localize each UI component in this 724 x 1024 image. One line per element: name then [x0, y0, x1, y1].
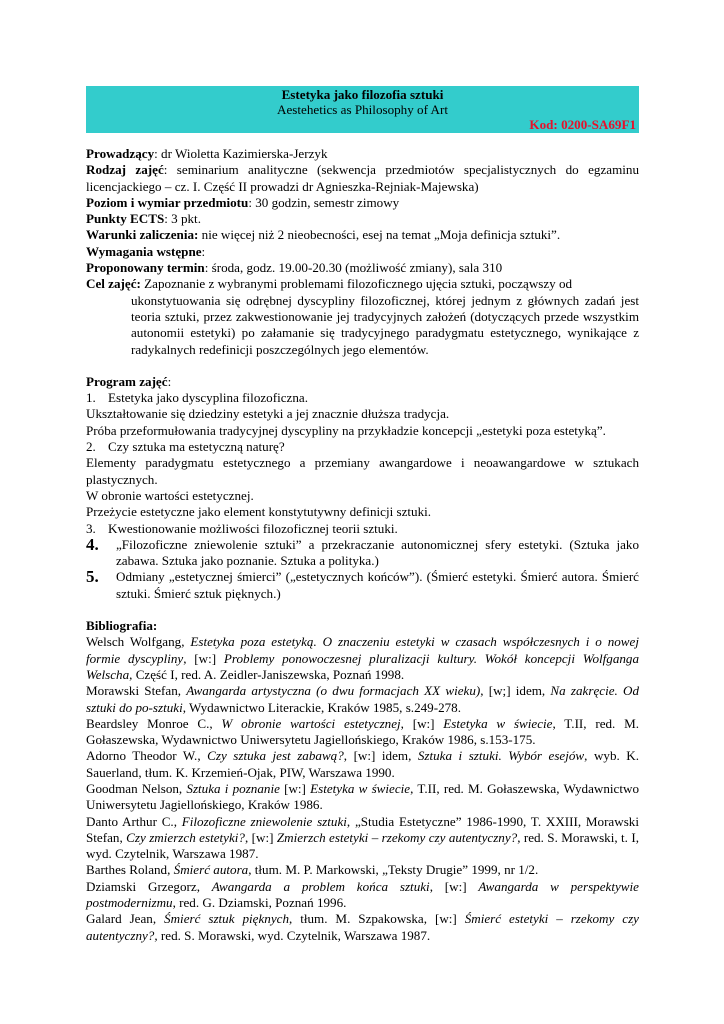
program-item-3 [86, 521, 639, 537]
program-item-5-number: 5. [86, 567, 99, 587]
bib-7-author: Barthes Roland, [86, 862, 174, 878]
goal-first-line [86, 276, 639, 292]
bib-6-title3: Zmierzch estetyki – rzekomy czy autentyczny? [276, 829, 518, 845]
program-item-5 [86, 569, 639, 602]
program-item-2-number: 2. [86, 439, 96, 455]
bib-3-mid: , [w:] [400, 715, 444, 731]
requirements-value: nie więcej niż 2 nieobecności, esej na temat „Moja definicja sztuki”. [198, 227, 561, 243]
bib-5-rest: , T.II, red. M. Gołaszewska, Wydawnictwo Uniwersytetu Jagiellońskiego, Kraków 1986. [86, 780, 640, 813]
program-item-1-number: 1. [86, 390, 96, 406]
prerequisites-label: Wymagania wstępne [86, 243, 202, 259]
bib-8-title2: Awangarda w perspektywie postmodernizmu [86, 878, 639, 911]
bib-4-mid: , [w:] idem, [343, 748, 418, 764]
bib-entry-6 [86, 814, 639, 863]
bib-6-author: Danto Arthur C., [86, 813, 182, 829]
bib-entry-4 [86, 748, 639, 781]
program-line-a: Ukształtowanie się dziedziny estetyki a jej znacznie dłuższa tradycja. [86, 406, 450, 422]
bib-6-title: Filozoficzne zniewolenie sztuki [181, 813, 347, 829]
program-item-4-text: „Filozoficzne zniewolenie sztuki” a przekraczanie autonomicznej sfery estetyki. (Sztuka jako zabawa. Sztuka jako poznanie. Sztuka a polityka.) [116, 536, 639, 569]
bib-5-title: Sztuka i poznanie [186, 780, 280, 796]
program-item-5-text: Odmiany „estetycznej śmierci” („estetycznych końców”). (Śmierć estetyki. Śmierć autora. Śmierć sztuki. Śmierć sztuk pięknych.) [116, 569, 639, 601]
bib-8-mid: , [w:] [429, 878, 479, 894]
class-type-line [86, 162, 639, 195]
goal-label: Cel zajęć: [86, 276, 141, 292]
bib-9-mid: , tłum. M. Szpakowska, [w:] [289, 911, 465, 927]
bib-9-author: Galard Jean, [86, 911, 165, 927]
bib-6-mid2: , [w:] [244, 829, 277, 845]
bib-entry-8 [86, 879, 639, 912]
bib-4-title2: Sztuka i sztuki. Wybór esejów [417, 748, 585, 764]
ects-label: Punkty ECTS [86, 211, 165, 227]
bib-4-title: Czy sztuka jest zabawą? [207, 748, 344, 764]
bib-7-rest: , tłum. M. P. Markowski, „Teksty Drugie” 1999, nr 1/2. [248, 862, 539, 878]
requirements-label: Warunki zaliczenia: [86, 227, 199, 243]
goal-first-text: Zapoznanie z wybranymi problemami filozoficznego ujęcia sztuki, począwszy od [140, 276, 573, 292]
bib-3-rest: , T.II, red. M. Gołaszewska, Wydawnictwo Uniwersytetu Jagiellońskiego, Kraków 1986, s.153-175. [86, 715, 640, 748]
program-item-3-number: 3. [86, 520, 96, 536]
bibliography-label: Bibliografia: [86, 618, 158, 634]
level-value: : 30 godzin, semestr zimowy [248, 194, 400, 210]
bib-5-title2: Estetyka w świecie [310, 780, 411, 796]
program-label: Program zajęć [86, 373, 168, 389]
bib-1-author: Welsch Wolfgang, [86, 634, 191, 650]
goal-rest-text: ukonstytuowania się odrębnej dyscypliny filozoficznej, której jednym z głównych zadań jest teoria sztuki, przez zakwestionowanie jej tradycyjnych założeń (dotyczących przede wszystkim autonomii estetyki) po załamanie się tradycyjnego paradygmatu estetycznego, wynikające z radykalnych redefinicji poszczególnych jego elementów. [131, 292, 639, 357]
bib-entry-1 [86, 634, 639, 683]
requirements-line [86, 227, 639, 243]
bib-6-mid: , „Studia Estetyczne” 1986-1990, T. XXIII, Morawski Stefan, [86, 813, 639, 845]
bib-entry-3 [86, 716, 639, 749]
course-title: Estetyka jako filozofia sztuki [281, 87, 444, 102]
program-heading [86, 374, 639, 390]
bib-1-title2: Problemy ponowoczesnej pluralizacji kultury. Wokół koncepcji Wolfganga Welscha [86, 650, 640, 682]
instructor-label: Prowadzący [86, 146, 155, 161]
program-item-3-text: Kwestionowanie możliwości filozoficznej teorii sztuki. [108, 520, 398, 536]
ects-line [86, 211, 639, 227]
bib-7-title: Śmierć autora [173, 862, 249, 878]
level-line [86, 195, 639, 211]
program-line-c: Elementy paradygmatu estetycznego a przemiany awangardowe i neoawangardowe w sztukach plastycznych. [86, 455, 639, 487]
ects-value: : 3 pkt. [164, 211, 201, 227]
program-item-4 [86, 534, 639, 570]
bib-2-rest: , Wydawnictwo Literackie, Kraków 1985, s.249-278. [182, 699, 461, 715]
program-line-b: Próba przeformułowania tradycyjnej dyscypliny na przykładzie koncepcji „estetyki poza estetyką”. [86, 422, 606, 438]
class-type-value: : seminarium analityczne (sekwencja przedmiotów specjalistycznych do egzaminu licencjackiego – cz. I. Część II prowadzi dr Agnieszka-Rejniak-Majewska) [86, 162, 639, 194]
program-line-e: Przeżycie estetyczne jako element konstytutywny definicji sztuki. [86, 504, 432, 520]
syllabus-content [86, 146, 639, 944]
bib-5-author: Goodman Nelson, [86, 780, 187, 796]
bib-2-author: Morawski Stefan, [86, 683, 187, 699]
program-label-suffix: : [167, 373, 172, 389]
bib-1-rest: , Część I, red. A. Zeidler-Janiszewska, Poznań 1998. [129, 666, 405, 682]
bib-3-title: W obronie wartości estetycznej [221, 715, 401, 731]
program-line-d: W obronie wartości estetycznej. [86, 487, 254, 503]
schedule-line [86, 260, 639, 276]
bib-entry-9 [86, 911, 639, 944]
bib-1-title: Estetyka poza estetyką. O znaczeniu estetyki w czasach współczesnych i o nowej formie dyscypliny [86, 634, 639, 666]
goal-block [86, 276, 639, 357]
bib-4-rest: , wyb. K. Sauerland, tłum. K. Krzemień-Ojak, PIW, Warszawa 1990. [86, 748, 639, 780]
bib-6-rest: , red. S. Morawski, t. I, wyd. Czytelnik, Warszawa 1987. [86, 829, 640, 862]
bib-entry-7 [86, 862, 639, 878]
course-header-band [86, 86, 639, 133]
instructor-line [86, 146, 639, 162]
course-code: Kod: 0200-SA69F1 [529, 117, 636, 132]
bib-9-title2: Śmierć estetyki – rzekomy czy autentyczny?, [86, 911, 639, 943]
bib-8-author: Dziamski Grzegorz, [86, 878, 212, 894]
program-item-2-text: Czy sztuka ma estetyczną naturę? [108, 439, 285, 455]
bib-9-title: Śmierć sztuk pięknych [164, 911, 289, 927]
bib-1-mid: , [w:] [183, 650, 224, 666]
bib-6-title2: Czy zmierzch estetyki? [126, 829, 245, 845]
level-label: Poziom i wymiar przedmiotu [86, 194, 249, 210]
schedule-label: Proponowany termin [86, 260, 205, 276]
bib-3-author: Beardsley Monroe C., [86, 715, 222, 731]
program-item-2 [86, 439, 639, 455]
bib-9-rest: red. S. Morawski, wyd. Czytelnik, Warszawa 1987. [157, 927, 431, 943]
bib-2-mid: , [w;] idem, [480, 683, 551, 699]
program-item-4-number: 4. [86, 534, 99, 554]
prerequisites-line [86, 244, 639, 260]
bib-4-author: Adorno Theodor W., [86, 748, 208, 764]
bib-2-title2: Na zakręcie. Od sztuki do po-sztuki [86, 683, 640, 715]
schedule-value: : środa, godz. 19.00-20.30 (możliwość zmiany), sala 310 [204, 260, 503, 276]
program-item-1 [86, 390, 639, 406]
prerequisites-value: : [201, 243, 206, 259]
bib-entry-5 [86, 781, 639, 814]
bib-8-title: Awangarda a problem końca sztuki [211, 878, 430, 894]
program-item-1-text: Estetyka jako dyscyplina filozoficzna. [108, 390, 308, 406]
bibliography-heading [86, 618, 639, 634]
bib-entry-2 [86, 683, 639, 716]
class-type-label: Rodzaj zajęć [86, 162, 164, 178]
bib-5-mid: [w:] [279, 780, 311, 796]
instructor-value: : dr Wioletta Kazimierska-Jerzyk [154, 146, 328, 161]
bib-8-rest: , red. G. Dziamski, Poznań 1996. [172, 895, 347, 911]
bib-3-title2: Estetyka w świecie [443, 715, 553, 731]
bib-2-title: Awangarda artystyczna (o dwu formacjach XX wieku) [186, 683, 481, 699]
course-subtitle: Aestehetics as Philosophy of Art [277, 102, 448, 117]
